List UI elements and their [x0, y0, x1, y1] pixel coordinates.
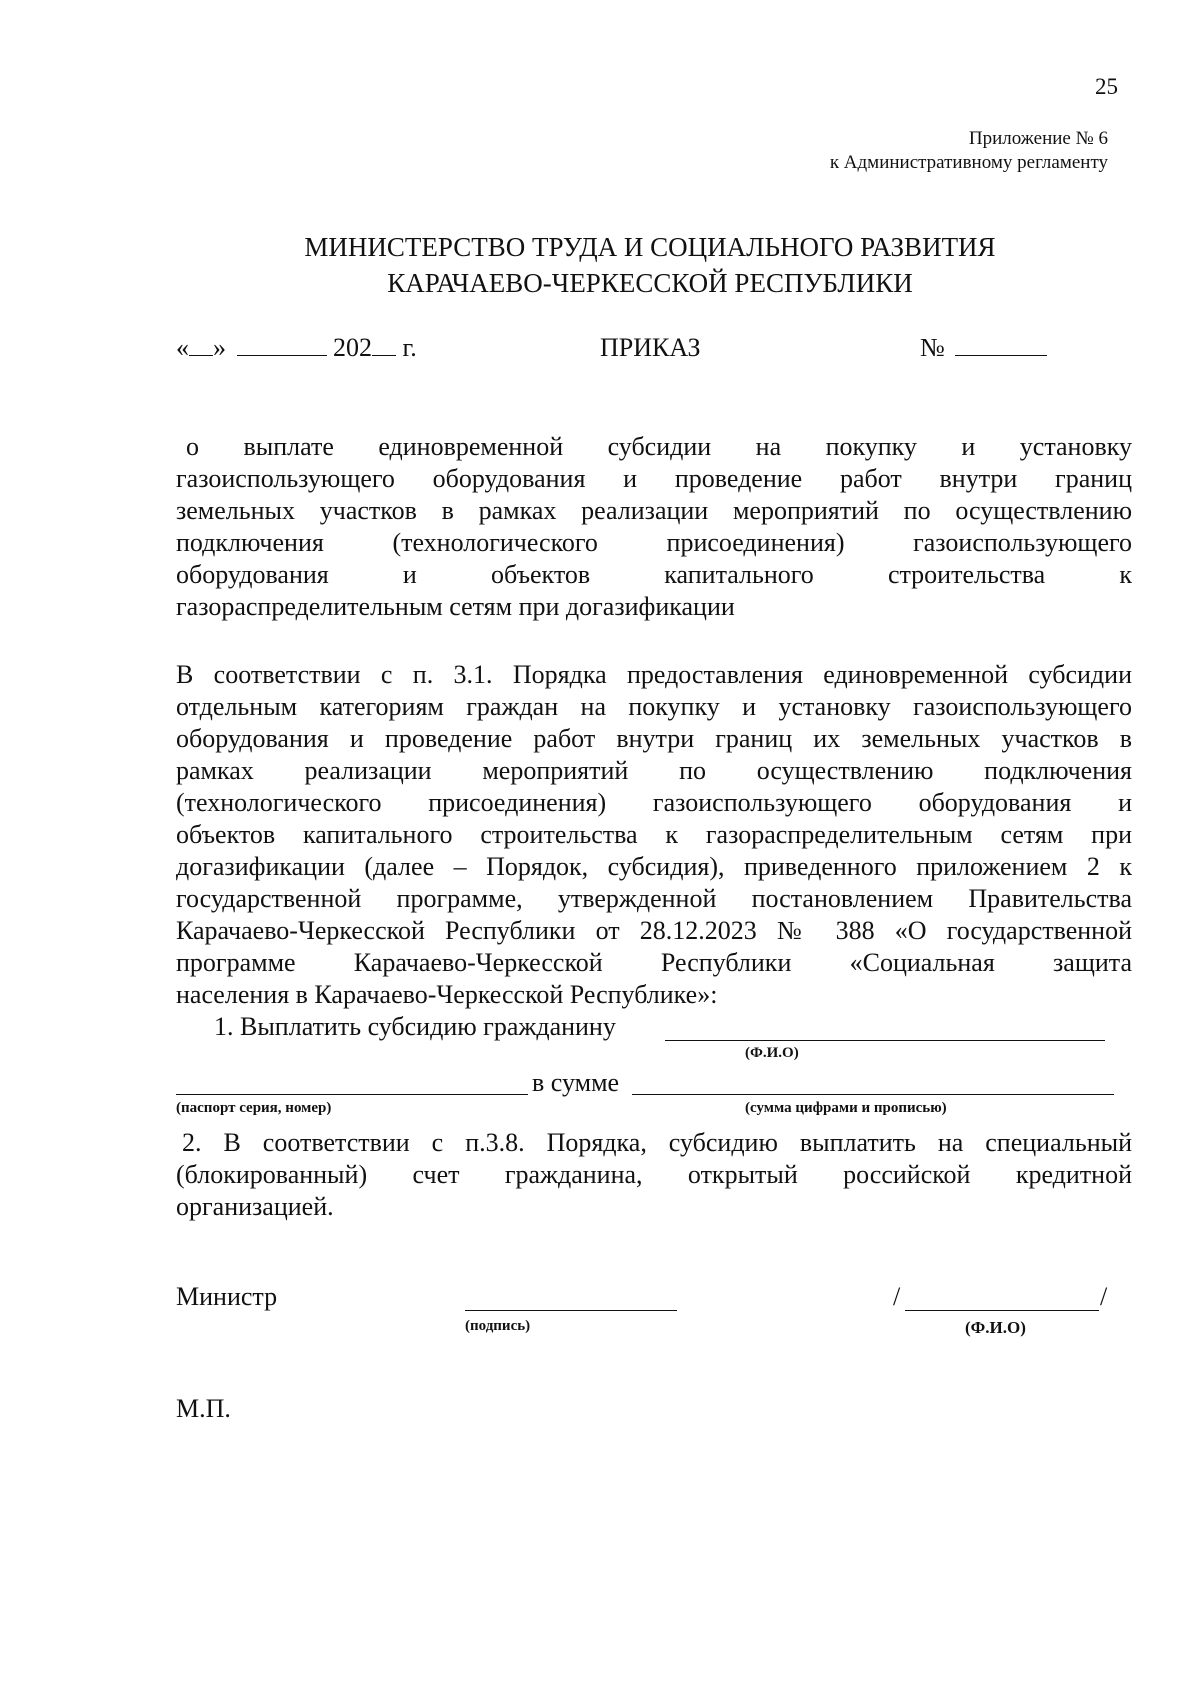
- appendix-reference: к Административному регламенту: [829, 152, 1108, 173]
- order-number: [920, 333, 1047, 363]
- republic-name: КАРАЧАЕВО-ЧЕРКЕССКОЙ РЕСПУБЛИКИ: [387, 268, 913, 298]
- order-date: [176, 333, 417, 363]
- ministry-name: МИНИСТЕРСТВО ТРУДА И СОЦИАЛЬНОГО РАЗВИТИЯ: [304, 232, 996, 262]
- fio-slash-right: /: [1100, 1282, 1108, 1311]
- appendix-number: Приложение № 6: [968, 128, 1108, 149]
- preamble-line: Карачаево-Черкесской Республики от 28.12.2023 № 388 «О государственной: [176, 916, 1132, 945]
- sum-blank: [632, 1094, 1114, 1095]
- page-number: 25: [1095, 74, 1118, 99]
- year-blank: [372, 333, 396, 356]
- year-suffix: г.: [402, 333, 417, 362]
- sum-label: в сумме: [532, 1068, 620, 1097]
- date-open-quote: «: [176, 333, 189, 362]
- item1-text: 1. Выплатить субсидию гражданину: [214, 1012, 616, 1041]
- order-title: ПРИКАЗ: [600, 333, 701, 362]
- preamble-line: рамках реализации мероприятий по осуществлению подключения: [176, 756, 1132, 785]
- subject-line: газоиспользующего оборудования и проведение работ внутри границ: [176, 464, 1132, 493]
- subject-line: газораспределительным сетям при догазификации: [176, 592, 735, 621]
- preamble-line: отдельным категориям граждан на покупку и установку газоиспользующего: [176, 692, 1132, 721]
- month-blank: [237, 333, 327, 356]
- year-prefix: 202: [333, 333, 372, 362]
- subject-line: земельных участков в рамках реализации мероприятий по осуществлению: [176, 496, 1132, 525]
- preamble-line: программе Карачаево-Черкесской Республики «Социальная защита: [176, 948, 1132, 977]
- preamble-line: населения в Карачаево-Черкесской Республике»:: [176, 980, 718, 1009]
- passport-caption: (паспорт серия, номер): [176, 1100, 332, 1116]
- subject-line: о выплате единовременной субсидии на покупку и установку: [186, 432, 1132, 461]
- fio-blank: [665, 1040, 1105, 1041]
- preamble-line: оборудования и проведение работ внутри границ их земельных участков в: [176, 724, 1132, 753]
- subject-line: подключения (технологического присоединения) газоиспользующего: [176, 528, 1132, 557]
- signatory-role: Министр: [176, 1282, 278, 1311]
- day-blank: [189, 333, 213, 356]
- passport-blank: [176, 1094, 528, 1095]
- signatory-fio-caption: (Ф.И.О): [965, 1318, 1026, 1337]
- preamble-line: объектов капитального строительства к газораспределительным сетям при: [176, 820, 1132, 849]
- fio-caption: (Ф.И.О): [745, 1045, 799, 1061]
- preamble-line: (технологического присоединения) газоиспользующего оборудования и: [176, 788, 1132, 817]
- preamble-line: догазификации (далее – Порядок, субсидия), приведенного приложением 2 к: [176, 852, 1132, 881]
- signatory-fio-blank: [905, 1310, 1099, 1311]
- number-label: №: [920, 333, 945, 362]
- number-blank: [955, 333, 1047, 356]
- fio-slash-left: /: [893, 1282, 901, 1311]
- sum-caption: (сумма цифрами и прописью): [745, 1100, 947, 1116]
- date-close-quote: »: [213, 333, 226, 362]
- signature-caption: (подпись): [465, 1318, 531, 1334]
- signature-blank: [465, 1310, 677, 1311]
- preamble-line: В соответствии с п. 3.1. Порядка предоставления единовременной субсидии: [176, 660, 1132, 689]
- preamble-line: государственной программе, утвержденной постановлением Правительства: [176, 884, 1132, 913]
- item2-line: 2. В соответствии с п.3.8. Порядка, субсидию выплатить на специальный: [182, 1128, 1132, 1157]
- item2-line: (блокированный) счет гражданина, открытый российской кредитной: [176, 1160, 1132, 1189]
- item2-line: организацией.: [176, 1192, 334, 1221]
- stamp-place: М.П.: [176, 1394, 231, 1423]
- subject-line: оборудования и объектов капитального строительства к: [176, 560, 1132, 589]
